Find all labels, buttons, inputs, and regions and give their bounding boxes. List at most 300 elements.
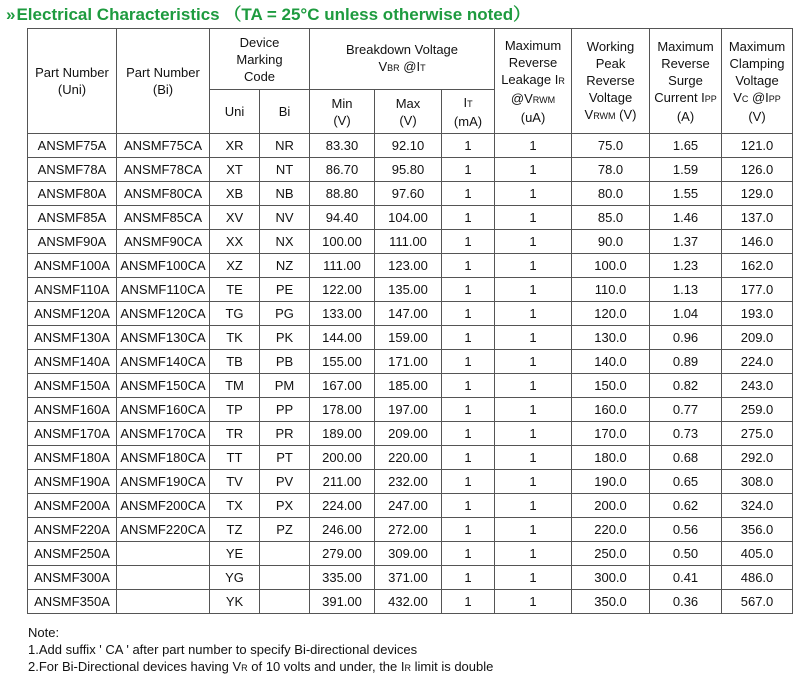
table-row (28, 230, 793, 254)
cell-it: 1 (442, 350, 495, 374)
cell-code-uni: TM (210, 374, 260, 398)
cell-vbr-min: 224.00 (310, 494, 375, 518)
cell-part-uni: ANSMF160A (28, 398, 117, 422)
cell-vbr-min: 144.00 (310, 326, 375, 350)
cell-part-bi: ANSMF110CA (117, 278, 210, 302)
cell-vc: 324.0 (722, 494, 793, 518)
cell-part-uni: ANSMF220A (28, 518, 117, 542)
cell-vbr-max: 123.00 (375, 254, 442, 278)
cell-part-uni: ANSMF190A (28, 470, 117, 494)
cell-code-uni: TP (210, 398, 260, 422)
cell-ipp: 1.55 (650, 182, 722, 206)
header-surge (650, 29, 722, 134)
cell-ipp: 0.41 (650, 566, 722, 590)
cell-ipp: 0.73 (650, 422, 722, 446)
title-marker: » (6, 5, 14, 24)
cell-vrwm: 100.0 (572, 254, 650, 278)
leakage-l5: (uA) (520, 109, 546, 125)
cell-code-bi: NX (260, 230, 310, 254)
cell-it: 1 (442, 134, 495, 158)
header-max-unit: (V) (399, 112, 417, 128)
cell-ipp: 0.96 (650, 326, 722, 350)
cell-ir: 1 (495, 494, 572, 518)
header-max (375, 90, 442, 134)
note-2c: limit is double (411, 659, 494, 674)
cell-vc: 121.0 (722, 134, 793, 158)
table-row (28, 158, 793, 182)
sym-v-sub: BR (387, 63, 400, 73)
clamp-l1: Maximum (728, 38, 786, 54)
cell-vc: 129.0 (722, 182, 793, 206)
cell-vbr-min: 155.00 (310, 350, 375, 374)
surge-l5: (A) (676, 108, 695, 124)
clamp-l4b: @I (748, 89, 769, 105)
cell-part-bi (117, 566, 210, 590)
header-breakdown-label: Breakdown Voltage (345, 42, 459, 57)
cell-vbr-min: 178.00 (310, 398, 375, 422)
header-max-label: Max (395, 95, 421, 111)
notes-label: Note: (28, 625, 60, 640)
table-row (28, 422, 793, 446)
cell-vbr-max: 247.00 (375, 494, 442, 518)
surge-l4sub: PP (704, 93, 717, 104)
cell-vrwm: 85.0 (572, 206, 650, 230)
cell-vrwm: 110.0 (572, 278, 650, 302)
header-marking-bi: Bi (260, 90, 310, 134)
cell-ir: 1 (495, 158, 572, 182)
cell-vrwm: 160.0 (572, 398, 650, 422)
cell-part-bi: ANSMF170CA (117, 422, 210, 446)
header-part-bi (117, 29, 210, 134)
cell-part-bi: ANSMF220CA (117, 518, 210, 542)
cell-part-uni: ANSMF300A (28, 566, 117, 590)
cell-ipp: 1.23 (650, 254, 722, 278)
cell-vc: 177.0 (722, 278, 793, 302)
clamp-l4sub: C (741, 93, 749, 104)
cell-code-bi: PR (260, 422, 310, 446)
table-row (28, 446, 793, 470)
header-it-i: I (463, 94, 468, 110)
cell-vc: 275.0 (722, 422, 793, 446)
cell-vbr-min: 83.30 (310, 134, 375, 158)
table-row (28, 470, 793, 494)
cell-ir: 1 (495, 182, 572, 206)
cell-code-bi: NT (260, 158, 310, 182)
cell-vbr-max: 209.00 (375, 422, 442, 446)
cell-it: 1 (442, 254, 495, 278)
cell-vbr-max: 135.00 (375, 278, 442, 302)
clamp-l5: (V) (748, 108, 766, 124)
cell-it: 1 (442, 542, 495, 566)
cell-part-bi (117, 542, 210, 566)
header-part-uni-line1: Part Number (35, 65, 109, 80)
cell-vbr-min: 391.00 (310, 590, 375, 614)
cell-code-uni: XZ (210, 254, 260, 278)
cell-vrwm: 90.0 (572, 230, 650, 254)
cell-code-bi: NZ (260, 254, 310, 278)
cell-part-bi: ANSMF180CA (117, 446, 210, 470)
cell-part-bi: ANSMF80CA (117, 182, 210, 206)
table-row (28, 326, 793, 350)
cell-code-bi: NR (260, 134, 310, 158)
cell-code-uni: YG (210, 566, 260, 590)
cell-vbr-max: 111.00 (375, 230, 442, 254)
cell-ipp: 1.13 (650, 278, 722, 302)
header-marking-uni: Uni (210, 90, 260, 134)
cell-vbr-max: 95.80 (375, 158, 442, 182)
cell-code-uni: TX (210, 494, 260, 518)
cell-part-bi (117, 590, 210, 614)
cell-vbr-min: 279.00 (310, 542, 375, 566)
working-l3: Reverse (586, 72, 635, 88)
cell-part-uni: ANSMF80A (28, 182, 117, 206)
cell-part-bi: ANSMF78CA (117, 158, 210, 182)
cell-ir: 1 (495, 590, 572, 614)
header-marking (210, 29, 310, 90)
cell-code-uni: YE (210, 542, 260, 566)
note-2-sub1: R (241, 663, 248, 673)
cell-part-bi: ANSMF190CA (117, 470, 210, 494)
cell-vrwm: 220.0 (572, 518, 650, 542)
surge-l3: Surge (668, 72, 703, 88)
table-row (28, 134, 793, 158)
cell-it: 1 (442, 326, 495, 350)
cell-vrwm: 150.0 (572, 374, 650, 398)
cell-vc: 209.0 (722, 326, 793, 350)
cell-vbr-max: 432.00 (375, 590, 442, 614)
cell-part-uni: ANSMF100A (28, 254, 117, 278)
cell-vbr-max: 147.00 (375, 302, 442, 326)
cell-it: 1 (442, 278, 495, 302)
cell-part-bi: ANSMF150CA (117, 374, 210, 398)
cell-ipp: 1.37 (650, 230, 722, 254)
cell-code-uni: XB (210, 182, 260, 206)
cell-it: 1 (442, 158, 495, 182)
cell-ir: 1 (495, 230, 572, 254)
cell-vbr-min: 94.40 (310, 206, 375, 230)
cell-ir: 1 (495, 446, 572, 470)
cell-part-uni: ANSMF130A (28, 326, 117, 350)
header-marking-line3: Code (243, 68, 276, 84)
cell-code-uni: TK (210, 326, 260, 350)
cell-vbr-max: 159.00 (375, 326, 442, 350)
cell-vbr-min: 211.00 (310, 470, 375, 494)
cell-vc: 356.0 (722, 518, 793, 542)
clamp-l3: Voltage (735, 72, 779, 88)
cell-ipp: 0.82 (650, 374, 722, 398)
working-l5a: V (584, 106, 594, 122)
header-it (442, 90, 495, 134)
cell-vc: 259.0 (722, 398, 793, 422)
cell-vbr-max: 92.10 (375, 134, 442, 158)
cell-code-bi: NV (260, 206, 310, 230)
table-row (28, 518, 793, 542)
cell-vbr-max: 272.00 (375, 518, 442, 542)
cell-vbr-max: 104.00 (375, 206, 442, 230)
leakage-l4sub: RWM (532, 94, 556, 105)
cell-part-uni: ANSMF140A (28, 350, 117, 374)
header-clamp (722, 29, 793, 134)
header-marking-line2: Marking (236, 51, 283, 67)
cell-ipp: 1.59 (650, 158, 722, 182)
cell-vc: 193.0 (722, 302, 793, 326)
header-part-uni (28, 29, 117, 134)
surge-l2: Reverse (661, 55, 710, 71)
cell-code-uni: TE (210, 278, 260, 302)
cell-part-uni: ANSMF110A (28, 278, 117, 302)
note-2a: 2.For Bi-Directional devices having V (28, 659, 242, 674)
cell-it: 1 (442, 494, 495, 518)
cell-ir: 1 (495, 350, 572, 374)
cell-code-uni: XR (210, 134, 260, 158)
cell-code-uni: XT (210, 158, 260, 182)
cell-vbr-min: 86.70 (310, 158, 375, 182)
table-header (28, 29, 793, 134)
leakage-l3 (495, 71, 571, 90)
cell-vrwm: 300.0 (572, 566, 650, 590)
cell-part-uni: ANSMF78A (28, 158, 117, 182)
cell-part-bi: ANSMF75CA (117, 134, 210, 158)
cell-vbr-max: 197.00 (375, 398, 442, 422)
cell-code-uni: XX (210, 230, 260, 254)
cell-vbr-max: 185.00 (375, 374, 442, 398)
cell-vrwm: 120.0 (572, 302, 650, 326)
header-min-label: Min (331, 95, 353, 111)
table-row (28, 278, 793, 302)
cell-code-uni: XV (210, 206, 260, 230)
cell-vbr-min: 246.00 (310, 518, 375, 542)
cell-it: 1 (442, 206, 495, 230)
cell-vbr-min: 88.80 (310, 182, 375, 206)
cell-vc: 243.0 (722, 374, 793, 398)
cell-ipp: 0.65 (650, 470, 722, 494)
cell-vrwm: 170.0 (572, 422, 650, 446)
cell-ir: 1 (495, 206, 572, 230)
table-row (28, 302, 793, 326)
cell-vbr-max: 171.00 (375, 350, 442, 374)
cell-ipp: 1.04 (650, 302, 722, 326)
cell-ir: 1 (495, 278, 572, 302)
leakage-l3a: Leakage I (501, 71, 559, 87)
cell-vrwm: 140.0 (572, 350, 650, 374)
cell-vbr-min: 122.00 (310, 278, 375, 302)
cell-vc: 567.0 (722, 590, 793, 614)
cell-ipp: 0.62 (650, 494, 722, 518)
cell-vrwm: 80.0 (572, 182, 650, 206)
cell-vbr-max: 220.00 (375, 446, 442, 470)
table-row (28, 566, 793, 590)
header-it-unit: (mA) (453, 113, 483, 129)
cell-part-uni: ANSMF120A (28, 302, 117, 326)
cell-code-uni: TV (210, 470, 260, 494)
leakage-l4 (495, 90, 571, 109)
cell-code-bi: PZ (260, 518, 310, 542)
note-1: 1.Add suffix ' CA ' after part number to specify Bi-directional devices (28, 642, 418, 657)
table-body (28, 134, 793, 614)
leakage-l1: Maximum (504, 37, 562, 53)
cell-vbr-min: 133.00 (310, 302, 375, 326)
surge-l4 (650, 89, 721, 108)
table-row (28, 254, 793, 278)
cell-ir: 1 (495, 398, 572, 422)
cell-code-uni: TB (210, 350, 260, 374)
table-row (28, 494, 793, 518)
cell-code-bi: PX (260, 494, 310, 518)
cell-part-bi: ANSMF90CA (117, 230, 210, 254)
header-it-sub: T (467, 98, 473, 109)
cell-code-bi: PK (260, 326, 310, 350)
cell-ir: 1 (495, 134, 572, 158)
cell-part-bi: ANSMF160CA (117, 398, 210, 422)
cell-vc: 292.0 (722, 446, 793, 470)
cell-vc: 308.0 (722, 470, 793, 494)
sym-mid: @I (399, 59, 421, 74)
cell-code-bi: PP (260, 398, 310, 422)
header-breakdown (310, 29, 495, 90)
cell-vc: 486.0 (722, 566, 793, 590)
cell-vbr-min: 111.00 (310, 254, 375, 278)
header-part-uni-line2: (Uni) (57, 82, 87, 97)
table-row (28, 206, 793, 230)
cell-vrwm: 78.0 (572, 158, 650, 182)
cell-code-bi (260, 590, 310, 614)
working-l5sub: RWM (593, 110, 616, 121)
cell-vrwm: 250.0 (572, 542, 650, 566)
cell-vbr-max: 309.00 (375, 542, 442, 566)
cell-ir: 1 (495, 254, 572, 278)
cell-ir: 1 (495, 542, 572, 566)
table-row (28, 182, 793, 206)
cell-part-bi: ANSMF85CA (117, 206, 210, 230)
header-min-unit: (V) (333, 112, 351, 128)
cell-code-bi: PE (260, 278, 310, 302)
cell-part-uni: ANSMF180A (28, 446, 117, 470)
cell-it: 1 (442, 566, 495, 590)
clamp-l2: Clamping (729, 55, 785, 71)
cell-vc: 162.0 (722, 254, 793, 278)
table-row (28, 542, 793, 566)
cell-ipp: 0.56 (650, 518, 722, 542)
working-l1: Working (586, 38, 635, 54)
clamp-l4 (722, 89, 792, 108)
cell-it: 1 (442, 230, 495, 254)
section-title (6, 4, 530, 26)
cell-part-bi: ANSMF130CA (117, 326, 210, 350)
header-breakdown-symbol (310, 58, 494, 77)
cell-vbr-max: 97.60 (375, 182, 442, 206)
cell-code-bi (260, 566, 310, 590)
cell-it: 1 (442, 398, 495, 422)
cell-part-bi: ANSMF120CA (117, 302, 210, 326)
cell-vrwm: 130.0 (572, 326, 650, 350)
cell-code-bi: PG (260, 302, 310, 326)
note-2 (28, 658, 493, 677)
cell-vbr-max: 232.00 (375, 470, 442, 494)
cell-it: 1 (442, 518, 495, 542)
cell-code-uni: TT (210, 446, 260, 470)
cell-vrwm: 75.0 (572, 134, 650, 158)
cell-part-uni: ANSMF200A (28, 494, 117, 518)
cell-code-uni: TG (210, 302, 260, 326)
cell-it: 1 (442, 470, 495, 494)
cell-code-bi (260, 542, 310, 566)
cell-code-bi: PM (260, 374, 310, 398)
cell-vc: 405.0 (722, 542, 793, 566)
header-leakage (495, 29, 572, 134)
leakage-l4a: @V (510, 90, 533, 106)
cell-vc: 126.0 (722, 158, 793, 182)
cell-vbr-min: 200.00 (310, 446, 375, 470)
cell-part-uni: ANSMF350A (28, 590, 117, 614)
cell-ipp: 0.50 (650, 542, 722, 566)
cell-vc: 146.0 (722, 230, 793, 254)
cell-vbr-min: 167.00 (310, 374, 375, 398)
cell-ir: 1 (495, 302, 572, 326)
clamp-l4a: V (733, 89, 742, 105)
cell-ipp: 0.77 (650, 398, 722, 422)
cell-it: 1 (442, 446, 495, 470)
cell-code-bi: PV (260, 470, 310, 494)
cell-it: 1 (442, 182, 495, 206)
cell-vrwm: 190.0 (572, 470, 650, 494)
working-l4: Voltage (588, 89, 633, 105)
title-text: Electrical Characteristics (16, 5, 220, 24)
cell-ir: 1 (495, 374, 572, 398)
cell-vbr-max: 371.00 (375, 566, 442, 590)
cell-part-uni: ANSMF85A (28, 206, 117, 230)
cell-code-bi: NB (260, 182, 310, 206)
cell-part-uni: ANSMF250A (28, 542, 117, 566)
cell-code-bi: PB (260, 350, 310, 374)
cell-it: 1 (442, 302, 495, 326)
leakage-l3sub: R (558, 75, 565, 86)
header-part-bi-line1: Part Number (126, 65, 200, 80)
cell-it: 1 (442, 422, 495, 446)
sym-v: V (378, 59, 388, 74)
header-marking-line1: Device (239, 34, 280, 50)
cell-it: 1 (442, 374, 495, 398)
electrical-characteristics-table (27, 28, 793, 614)
working-l5b: (V) (615, 106, 637, 122)
cell-part-bi: ANSMF140CA (117, 350, 210, 374)
notes (28, 624, 493, 677)
table-row (28, 590, 793, 614)
cell-vc: 137.0 (722, 206, 793, 230)
cell-part-bi: ANSMF200CA (117, 494, 210, 518)
working-l2: Peak (595, 55, 626, 71)
title-condition: （TA = 25°C unless otherwise noted） (224, 5, 531, 24)
cell-part-uni: ANSMF170A (28, 422, 117, 446)
cell-ir: 1 (495, 470, 572, 494)
cell-vbr-min: 189.00 (310, 422, 375, 446)
cell-vrwm: 200.0 (572, 494, 650, 518)
cell-ir: 1 (495, 422, 572, 446)
cell-ir: 1 (495, 518, 572, 542)
cell-it: 1 (442, 590, 495, 614)
cell-ir: 1 (495, 326, 572, 350)
working-l5 (572, 106, 649, 125)
sym-i-sub: T (420, 63, 426, 73)
cell-code-uni: YK (210, 590, 260, 614)
cell-ipp: 0.89 (650, 350, 722, 374)
table-row (28, 350, 793, 374)
cell-ipp: 0.68 (650, 446, 722, 470)
note-2b: of 10 volts and under, the I (247, 659, 405, 674)
cell-part-uni: ANSMF75A (28, 134, 117, 158)
cell-vbr-min: 335.00 (310, 566, 375, 590)
cell-part-bi: ANSMF100CA (117, 254, 210, 278)
cell-vrwm: 180.0 (572, 446, 650, 470)
